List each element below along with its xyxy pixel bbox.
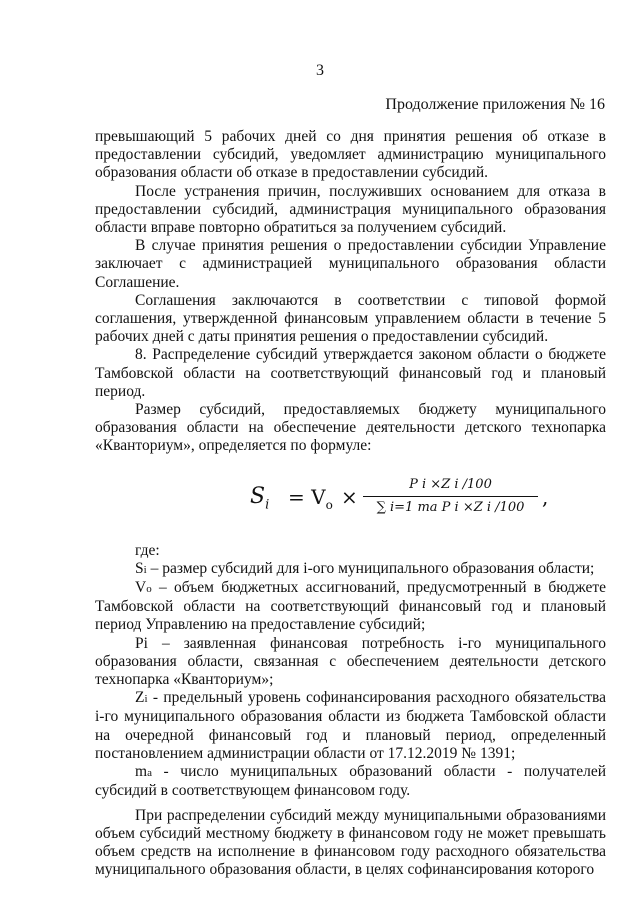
- term-definitions: [95, 560, 606, 801]
- document-body: [95, 128, 606, 879]
- paragraph-distribution-law: 8. Распределение субсидий утверждается законом области о бюджете Тамбовской области на соответствующий финансовый год и плановый период.: [95, 346, 606, 400]
- paragraph-refusal-notice: превышающий 5 рабочих дней со дня принятия решения об отказе в предоставлении субсидий, уведомляет администрацию муниципального образования области об отказе в предоставлении субсидий.: [95, 128, 606, 182]
- subsidy-formula: [95, 466, 606, 536]
- definition-zi: Zi - предельный уровень софинансирования расходного обязательства i-го муниципального образования области из бюджета Тамбовской области на очередной финансовый год и плановый период, определенный постановлением администрации области от 17.12.2019 № 1391;: [95, 689, 606, 762]
- definition-ma: ma - число муниципальных образований области - получателей субсидий в соответствующем финансовом году.: [95, 763, 606, 800]
- definition-pi: Pi – заявленная финансовая потребность i-го муниципального образования области, связанная с обеспечением деятельности детского технопарка «Кванториум»;: [95, 634, 606, 689]
- appendix-continuation-note: Продолжение приложения № 16: [385, 96, 605, 113]
- formula-times: ×: [341, 484, 358, 509]
- definition-vo: Vо – объем бюджетных ассигнований, предусмотренный в бюджете Тамбовской области на соответствующий финансовый год и плановый период Управлению на предоставление субсидий;: [95, 579, 606, 634]
- formula-numerator: P i ×Z i /100: [363, 476, 538, 497]
- formula-lhs: $S_i$: [250, 483, 270, 513]
- formula-denominator: ∑ i=1 ma P i ×Z i /100: [376, 499, 525, 515]
- formula-comma: ,: [542, 484, 549, 509]
- paragraph-subsidy-size: Размер субсидий, предоставляемых бюджету муниципального образования области на обеспечение деятельности детского технопарка «Кванториум», определяется по формуле:: [95, 401, 606, 455]
- paragraph-agreement-form: Соглашения заключаются в соответствии с типовой формой соглашения, утвержденной финансовым управлением области в течение 5 рабочих дней с даты принятия решения о предоставлении субсидий.: [95, 291, 606, 346]
- where-label: где:: [135, 541, 160, 559]
- paragraph-distribution-limit: При распределении субсидий между муниципальными образованиями объем субсидий местному бюджету в финансовом году не может превышать объем средств на исполнение в финансовом году расходного обязательства муниципального образования области, в целях софинансирования которого: [95, 806, 606, 879]
- paragraph-reapply: После устранения причин, послуживших основанием для отказа в предоставлении субсидий, администрация муниципального образования области вправе повторно обратиться за получением субсидий.: [95, 182, 606, 237]
- paragraph-agreement: В случае принятия решения о предоставлении субсидии Управление заключает с администрацией муниципального образования области Соглашение.: [95, 237, 606, 291]
- page-number: 3: [316, 62, 324, 79]
- formula-fraction: [363, 476, 538, 517]
- formula-equals: = $V_o$: [288, 484, 333, 512]
- definition-si: Si – размер субсидий для i-ого муниципального образования области;: [135, 559, 595, 577]
